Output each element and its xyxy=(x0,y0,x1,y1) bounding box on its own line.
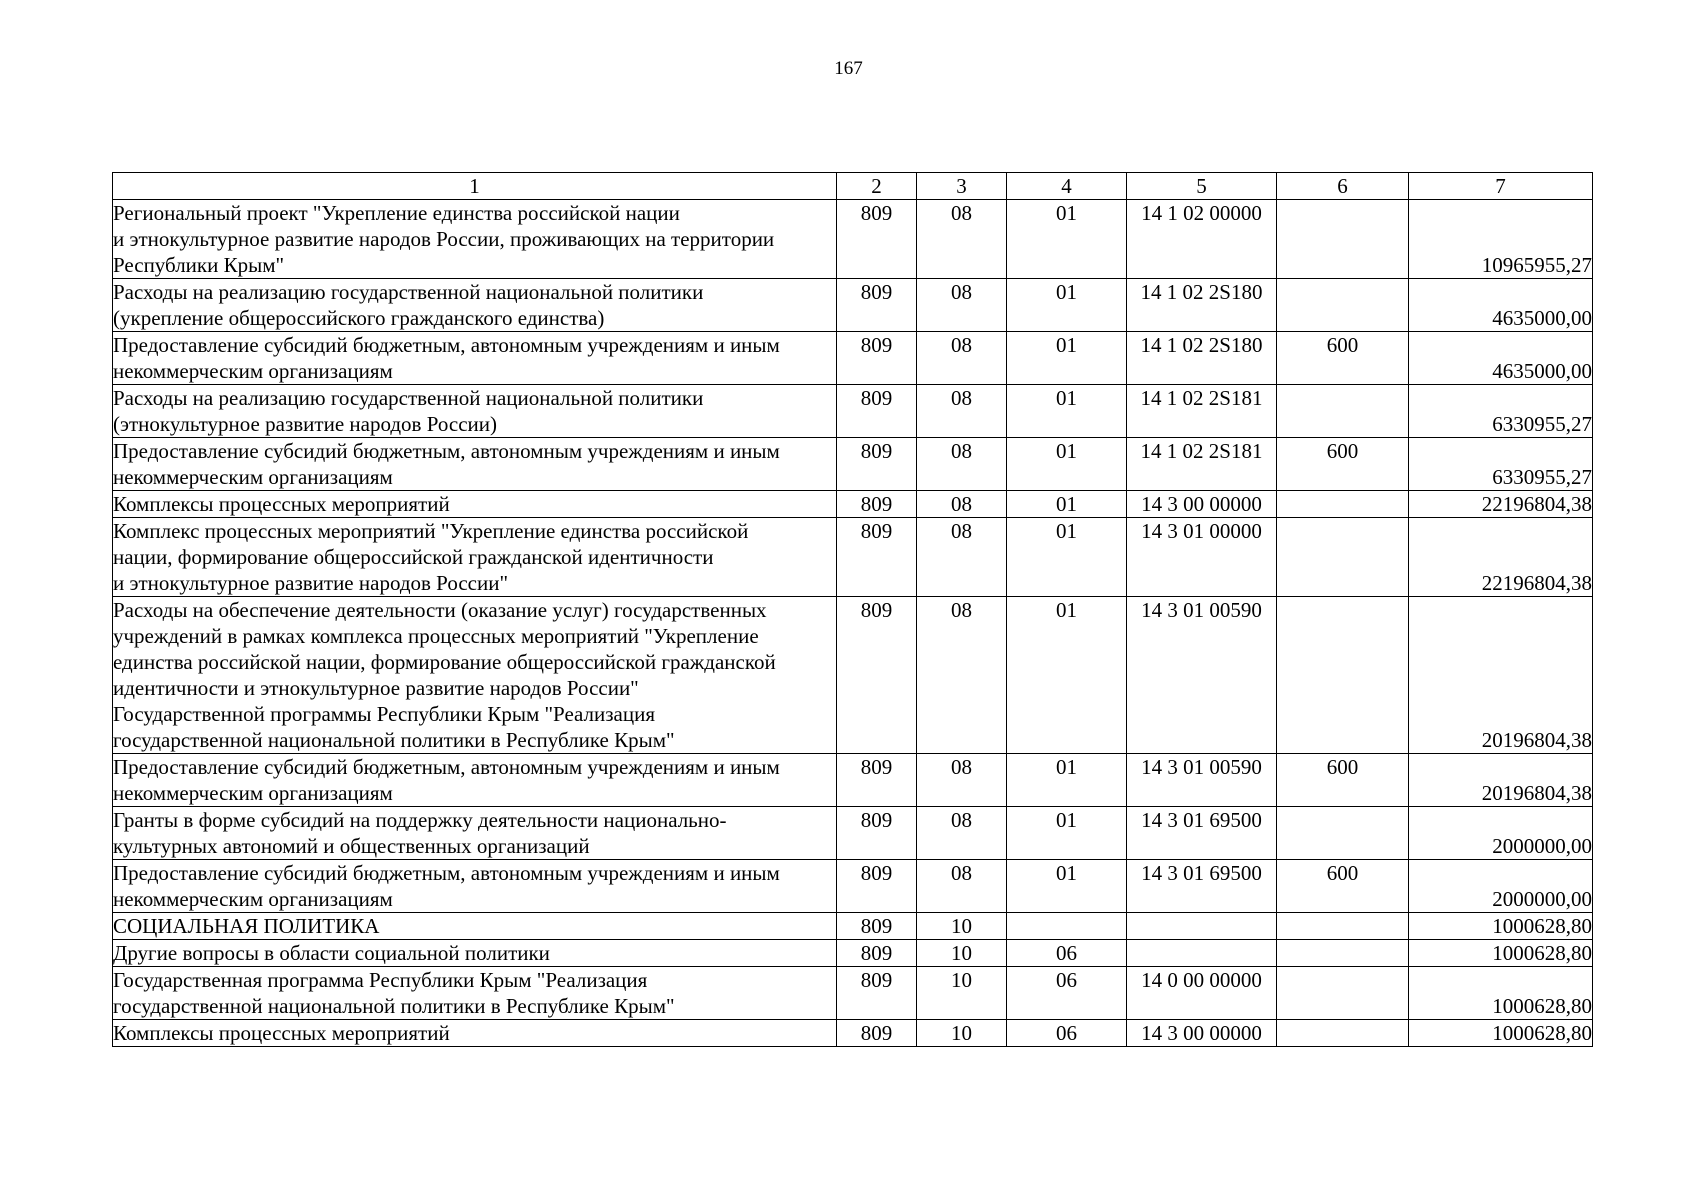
ministry-code-cell: 809 xyxy=(837,860,917,913)
subsection-code-cell: 01 xyxy=(1007,332,1127,385)
table-row xyxy=(113,200,1593,279)
section-code-cell: 08 xyxy=(917,385,1007,438)
subsection-code-cell: 01 xyxy=(1007,385,1127,438)
expense-type-cell: 600 xyxy=(1277,438,1409,491)
table-header-row xyxy=(113,173,1593,200)
amount-cell: 2000000,00 xyxy=(1409,807,1593,860)
amount-cell: 6330955,27 xyxy=(1409,385,1593,438)
amount-cell: 10965955,27 xyxy=(1409,200,1593,279)
section-code-cell: 08 xyxy=(917,200,1007,279)
expense-name-cell: Предоставление субсидий бюджетным, автономным учреждениям и иным некоммерческим организациям xyxy=(113,754,837,807)
expense-type-cell xyxy=(1277,279,1409,332)
ministry-code-cell: 809 xyxy=(837,491,917,518)
ministry-code-cell: 809 xyxy=(837,518,917,597)
target-article-cell: 14 3 00 00000 xyxy=(1127,1020,1277,1047)
subsection-code-cell: 06 xyxy=(1007,940,1127,967)
section-code-cell: 10 xyxy=(917,1020,1007,1047)
amount-cell: 1000628,80 xyxy=(1409,913,1593,940)
subsection-code-cell: 01 xyxy=(1007,860,1127,913)
subsection-code-cell xyxy=(1007,913,1127,940)
section-code-cell: 08 xyxy=(917,597,1007,754)
ministry-code-cell: 809 xyxy=(837,913,917,940)
section-code-cell: 10 xyxy=(917,967,1007,1020)
expense-name-cell: Комплексы процессных мероприятий xyxy=(113,491,837,518)
ministry-code-cell: 809 xyxy=(837,967,917,1020)
expense-name-cell: Комплексы процессных мероприятий xyxy=(113,1020,837,1047)
target-article-cell: 14 1 02 00000 xyxy=(1127,200,1277,279)
expense-type-cell xyxy=(1277,940,1409,967)
ministry-code-cell: 809 xyxy=(837,200,917,279)
ministry-code-cell: 809 xyxy=(837,1020,917,1047)
expense-type-cell xyxy=(1277,200,1409,279)
table-row xyxy=(113,754,1593,807)
amount-cell: 4635000,00 xyxy=(1409,279,1593,332)
target-article-cell xyxy=(1127,913,1277,940)
expense-name-cell: Гранты в форме субсидий на поддержку деятельности национально- культурных автономий и общественных организаций xyxy=(113,807,837,860)
ministry-code-cell: 809 xyxy=(837,597,917,754)
amount-cell: 2000000,00 xyxy=(1409,860,1593,913)
expense-type-cell xyxy=(1277,518,1409,597)
target-article-cell: 14 3 00 00000 xyxy=(1127,491,1277,518)
section-code-cell: 08 xyxy=(917,279,1007,332)
subsection-code-cell: 06 xyxy=(1007,967,1127,1020)
target-article-cell: 14 3 01 00590 xyxy=(1127,754,1277,807)
subsection-code-cell: 01 xyxy=(1007,200,1127,279)
section-code-cell: 08 xyxy=(917,438,1007,491)
amount-cell: 1000628,80 xyxy=(1409,940,1593,967)
section-code-cell: 08 xyxy=(917,860,1007,913)
expense-type-cell xyxy=(1277,1020,1409,1047)
target-article-cell: 14 3 01 00000 xyxy=(1127,518,1277,597)
table-row xyxy=(113,279,1593,332)
amount-cell: 6330955,27 xyxy=(1409,438,1593,491)
section-code-cell: 10 xyxy=(917,940,1007,967)
table-row xyxy=(113,491,1593,518)
target-article-cell: 14 1 02 2S181 xyxy=(1127,385,1277,438)
expense-name-cell: Другие вопросы в области социальной политики xyxy=(113,940,837,967)
expense-name-cell: Государственная программа Республики Крым "Реализация государственной национальной политики в Республике Крым" xyxy=(113,967,837,1020)
table-row xyxy=(113,518,1593,597)
target-article-cell: 14 1 02 2S181 xyxy=(1127,438,1277,491)
subsection-code-cell: 01 xyxy=(1007,279,1127,332)
target-article-cell: 14 0 00 00000 xyxy=(1127,967,1277,1020)
ministry-code-cell: 809 xyxy=(837,807,917,860)
subsection-code-cell: 01 xyxy=(1007,597,1127,754)
expense-type-cell xyxy=(1277,385,1409,438)
subsection-code-cell: 01 xyxy=(1007,518,1127,597)
amount-cell: 1000628,80 xyxy=(1409,1020,1593,1047)
expense-name-cell: Комплекс процессных мероприятий "Укрепление единства российской нации, формирование общероссийской гражданской идентичности и этнокультурное развитие народов России" xyxy=(113,518,837,597)
expense-type-cell xyxy=(1277,807,1409,860)
target-article-cell: 14 1 02 2S180 xyxy=(1127,332,1277,385)
ministry-code-cell: 809 xyxy=(837,940,917,967)
amount-cell: 22196804,38 xyxy=(1409,518,1593,597)
table-row xyxy=(113,332,1593,385)
section-code-cell: 08 xyxy=(917,518,1007,597)
expense-type-cell xyxy=(1277,967,1409,1020)
subsection-code-cell: 01 xyxy=(1007,754,1127,807)
table-row xyxy=(113,940,1593,967)
expense-type-cell xyxy=(1277,913,1409,940)
table-body xyxy=(113,200,1593,1047)
expense-type-cell xyxy=(1277,597,1409,754)
amount-cell: 4635000,00 xyxy=(1409,332,1593,385)
section-code-cell: 08 xyxy=(917,491,1007,518)
subsection-code-cell: 06 xyxy=(1007,1020,1127,1047)
header-cell: 1 xyxy=(113,173,837,200)
table-row xyxy=(113,967,1593,1020)
expense-type-cell: 600 xyxy=(1277,754,1409,807)
target-article-cell: 14 3 01 69500 xyxy=(1127,860,1277,913)
page-number: 167 xyxy=(834,58,863,79)
amount-cell: 22196804,38 xyxy=(1409,491,1593,518)
expense-type-cell xyxy=(1277,491,1409,518)
header-cell: 6 xyxy=(1277,173,1409,200)
expense-name-cell: Предоставление субсидий бюджетным, автономным учреждениям и иным некоммерческим организациям xyxy=(113,332,837,385)
header-cell: 5 xyxy=(1127,173,1277,200)
ministry-code-cell: 809 xyxy=(837,332,917,385)
target-article-cell: 14 3 01 69500 xyxy=(1127,807,1277,860)
expense-name-cell: Предоставление субсидий бюджетным, автономным учреждениям и иным некоммерческим организациям xyxy=(113,860,837,913)
target-article-cell: 14 1 02 2S180 xyxy=(1127,279,1277,332)
target-article-cell xyxy=(1127,940,1277,967)
amount-cell: 20196804,38 xyxy=(1409,597,1593,754)
header-cell: 2 xyxy=(837,173,917,200)
section-code-cell: 08 xyxy=(917,807,1007,860)
section-code-cell: 10 xyxy=(917,913,1007,940)
expense-name-cell: Расходы на реализацию государственной национальной политики (укрепление общероссийского гражданского единства) xyxy=(113,279,837,332)
target-article-cell: 14 3 01 00590 xyxy=(1127,597,1277,754)
header-cell: 4 xyxy=(1007,173,1127,200)
budget-table xyxy=(112,172,1593,1047)
subsection-code-cell: 01 xyxy=(1007,491,1127,518)
table-row xyxy=(113,385,1593,438)
table-row xyxy=(113,860,1593,913)
ministry-code-cell: 809 xyxy=(837,385,917,438)
table-row xyxy=(113,597,1593,754)
expense-name-cell: Расходы на обеспечение деятельности (оказание услуг) государственных учреждений в рамках комплекса процессных мероприятий "Укрепление единства российской нации, формирование общероссийской гражданской идентичности и этнокультурное развитие народов России" Государственной программы Республики Крым "Реализация государственной национальной политики в Республике Крым" xyxy=(113,597,837,754)
expense-name-cell: Расходы на реализацию государственной национальной политики (этнокультурное развитие народов России) xyxy=(113,385,837,438)
table-row xyxy=(113,807,1593,860)
header-cell: 7 xyxy=(1409,173,1593,200)
table-row xyxy=(113,438,1593,491)
header-cell: 3 xyxy=(917,173,1007,200)
ministry-code-cell: 809 xyxy=(837,754,917,807)
amount-cell: 1000628,80 xyxy=(1409,967,1593,1020)
amount-cell: 20196804,38 xyxy=(1409,754,1593,807)
subsection-code-cell: 01 xyxy=(1007,438,1127,491)
ministry-code-cell: 809 xyxy=(837,438,917,491)
expense-name-cell: Предоставление субсидий бюджетным, автономным учреждениям и иным некоммерческим организациям xyxy=(113,438,837,491)
table-row xyxy=(113,913,1593,940)
ministry-code-cell: 809 xyxy=(837,279,917,332)
table-row xyxy=(113,1020,1593,1047)
expense-type-cell: 600 xyxy=(1277,860,1409,913)
subsection-code-cell: 01 xyxy=(1007,807,1127,860)
expense-name-cell: СОЦИАЛЬНАЯ ПОЛИТИКА xyxy=(113,913,837,940)
expense-name-cell: Региональный проект "Укрепление единства российской нации и этнокультурное развитие народов России, проживающих на территории Республики Крым" xyxy=(113,200,837,279)
section-code-cell: 08 xyxy=(917,332,1007,385)
expense-type-cell: 600 xyxy=(1277,332,1409,385)
section-code-cell: 08 xyxy=(917,754,1007,807)
